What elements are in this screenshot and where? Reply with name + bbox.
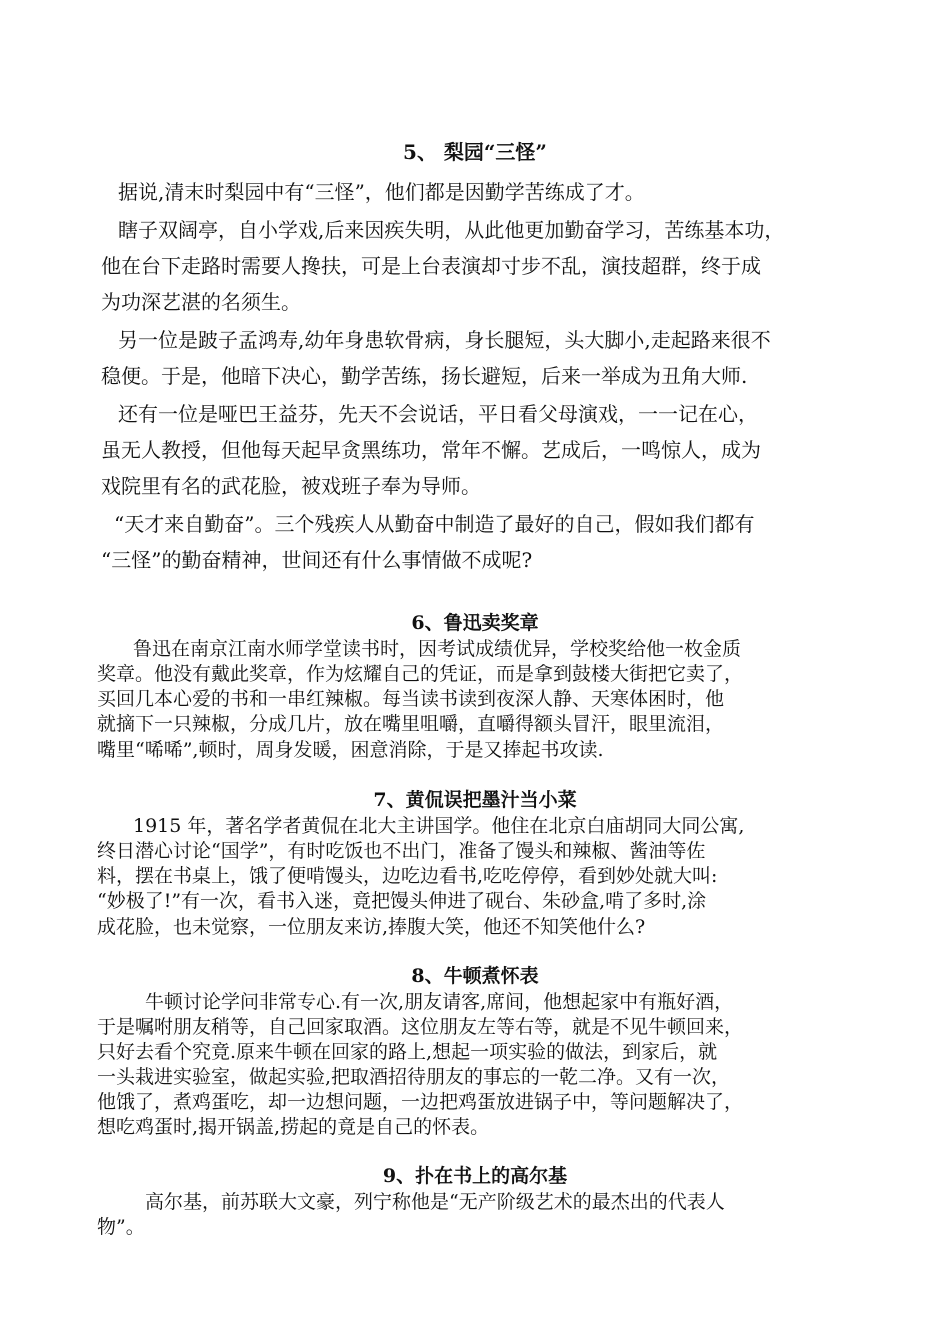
section-title: 9、扑在书上的高尔基 — [382, 1165, 568, 1187]
paragraph-line: 于是嘱咐朋友稍等，自己回家取酒。这位朋友左等右等，就是不见牛顿回来， — [97, 1016, 744, 1038]
paragraph-line: 料，摆在书桌上，饿了便啃馒头，边吃边看书,吃吃停停，看到妙处就大叫: — [97, 865, 718, 887]
paragraph-line: 还有一位是哑巴王益芬，先天不会说话，平日看父母演戏，一一记在心， — [118, 402, 758, 426]
paragraph-line: “妙极了!”有一次，看书入迷，竟把馒头伸进了砚台、朱砂盒,啃了多时,涂 — [97, 890, 707, 912]
paragraph-line: 戏院里有名的武花脸，被戏班子奉为导师。 — [101, 474, 481, 498]
paragraph-line: 买回几本心爱的书和一串红辣椒。每当读书读到夜深人静、天寒体困时，他 — [97, 688, 725, 710]
paragraph-line: 嘴里“唏唏”,顿时，周身发暖，困意消除，于是又捧起书攻读. — [97, 739, 604, 761]
paragraph-line: “天才来自勤奋”。三个残疾人从勤奋中制造了最好的自己，假如我们都有 — [114, 512, 755, 536]
paragraph-line: 一头栽进实验室，做起实验,把取酒招待朋友的事忘的一乾二净。又有一次， — [97, 1066, 731, 1088]
paragraph-line: 物”。 — [97, 1216, 145, 1238]
section-title: 7、黄侃误把墨汁当小菜 — [373, 789, 577, 811]
paragraph-line: 为功深艺湛的名须生。 — [101, 290, 301, 314]
paragraph-line: 终日潜心讨论“国学”，有时吃饭也不出门，准备了馒头和辣椒、酱油等佐 — [97, 840, 706, 862]
paragraph-line: 高尔基，前苏联大文豪，列宁称他是“无产阶级艺术的最杰出的代表人 — [145, 1191, 725, 1213]
section-title: 6、鲁迅卖奖章 — [411, 612, 539, 634]
paragraph-line: 另一位是跛子孟鸿寿,幼年身患软骨病，身长腿短，头大脚小,走起路来很不 — [118, 328, 771, 352]
paragraph-line: 他在台下走路时需要人搀扶，可是上台表演却寸步不乱，演技超群，终于成 — [101, 254, 761, 278]
paragraph-line: 稳便。于是，他暗下决心，勤学苦练，扬长避短，后来一举成为丑角大师. — [101, 364, 748, 388]
paragraph-line: 就摘下一只辣椒，分成几片，放在嘴里咀嚼，直嚼得额头冒汗，眼里流泪， — [97, 713, 725, 735]
paragraph-line: 鲁迅在南京江南水师学堂读书时，因考试成绩优异，学校奖给他一枚金质 — [133, 638, 742, 660]
paragraph-line: 1915 年，著名学者黄侃在北大主讲国学。他住在北京白庙胡同大同公寓, — [133, 815, 745, 837]
paragraph-line: 他饿了，煮鸡蛋吃，却一边想问题，一边把鸡蛋放进锅子中，等问题解决了， — [97, 1091, 744, 1113]
paragraph-line: 只好去看个究竟.原来牛顿在回家的路上,想起一项实验的做法，到家后，就 — [97, 1041, 718, 1063]
paragraph-line: 据说,清末时梨园中有“三怪”，他们都是因勤学苦练成了才。 — [118, 180, 645, 204]
paragraph-line: 瞎子双阔亭，自小学戏,后来因疾失明，从此他更加勤奋学习，苦练基本功， — [118, 218, 785, 242]
section-title: 8、牛顿煮怀表 — [411, 965, 539, 987]
paragraph-line: 虽无人教授，但他每天起早贪黑练功，常年不懈。艺成后，一鸣惊人，成为 — [101, 438, 761, 462]
paragraph-line: 成花脸，也未觉察，一位朋友来访,捧腹大笑，他还不知笑他什么? — [97, 916, 646, 938]
section-title: 5、 梨园“三怪” — [403, 140, 547, 164]
paragraph-line: 想吃鸡蛋时,揭开锅盖,捞起的竟是自己的怀表。 — [97, 1116, 490, 1138]
paragraph-line: 牛顿讨论学问非常专心.有一次,朋友请客,席间，他想起家中有瓶好酒， — [145, 991, 734, 1013]
paragraph-line: 奖章。他没有戴此奖章，作为炫耀自己的凭证，而是拿到鼓楼大街把它卖了， — [97, 663, 744, 685]
paragraph-line: “三怪”的勤奋精神，世间还有什么事情做不成呢? — [101, 548, 533, 572]
